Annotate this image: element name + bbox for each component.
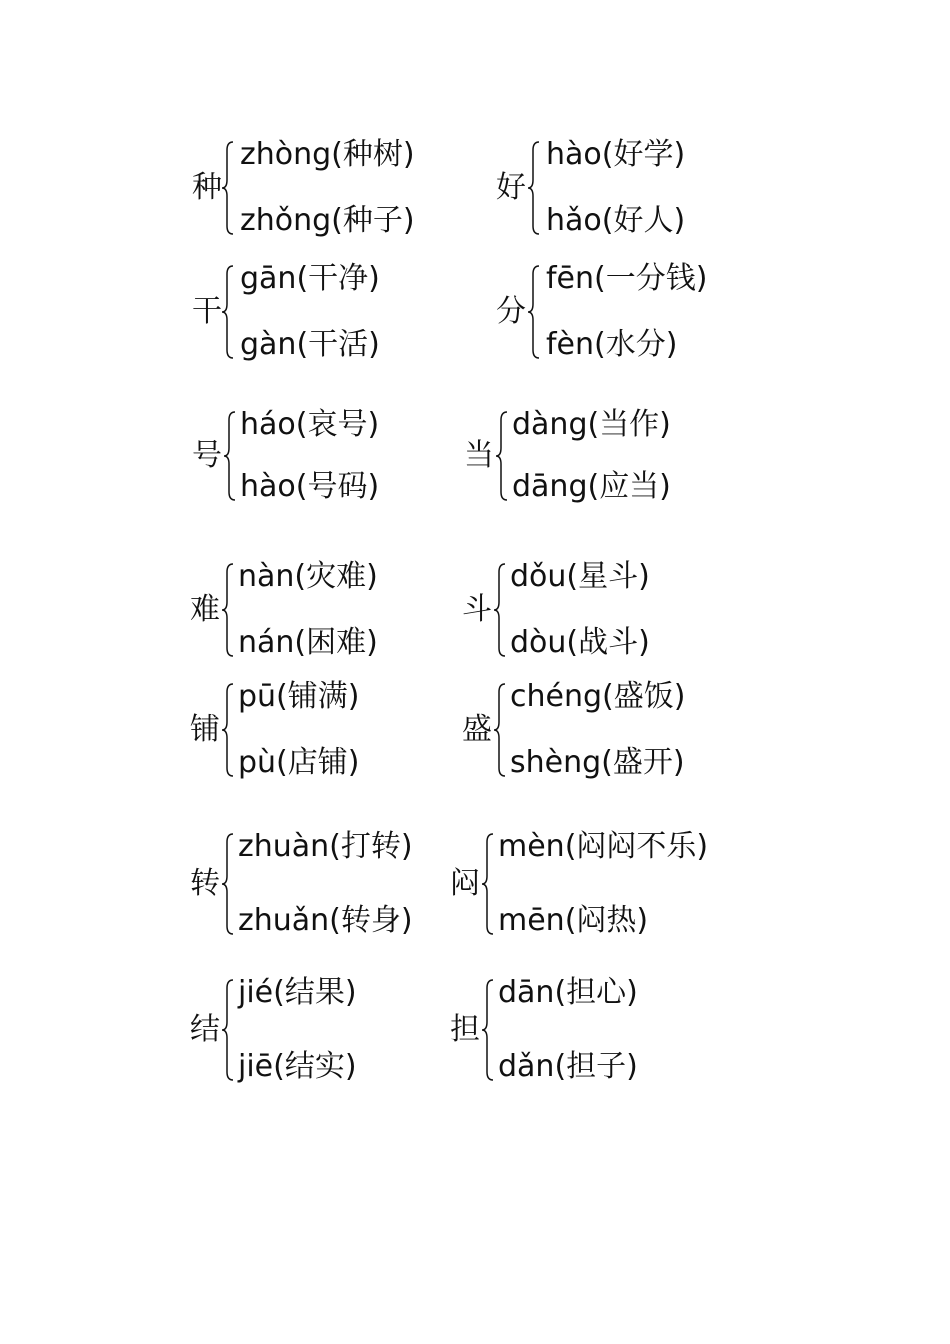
headword-char: 好 <box>496 170 526 205</box>
curly-brace-icon <box>494 682 506 778</box>
polyphone-entry <box>496 261 736 362</box>
polyphone-entry <box>190 829 430 938</box>
headword-char: 当 <box>464 438 494 473</box>
polyphone-entry <box>450 975 670 1084</box>
reading-line: chéng(盛饭) <box>510 679 686 714</box>
reading-line: dòu(战斗) <box>510 625 650 660</box>
headword-char: 种 <box>192 170 222 205</box>
polyphone-entry <box>190 559 410 660</box>
reading-line: zhǒng(种子) <box>240 203 415 238</box>
polyphone-entry <box>190 679 410 780</box>
headword-char: 分 <box>496 294 526 329</box>
reading-line: hào(好学) <box>546 137 686 172</box>
headword-char: 斗 <box>462 592 492 627</box>
headword-char: 担 <box>450 1012 480 1047</box>
headword-char: 难 <box>190 592 220 627</box>
curly-brace-icon <box>482 832 494 936</box>
polyphone-entry <box>192 407 412 504</box>
reading-line: nàn(灾难) <box>238 559 378 594</box>
curly-brace-icon <box>496 410 508 502</box>
polyphone-entry <box>464 407 704 504</box>
reading-line: jié(结果) <box>238 975 357 1010</box>
curly-brace-icon <box>222 682 234 778</box>
curly-brace-icon <box>222 562 234 658</box>
reading-line: zhuǎn(转身) <box>238 903 413 938</box>
reading-line: pù(店铺) <box>238 745 360 780</box>
headword-char: 闷 <box>450 866 480 901</box>
reading-line: shèng(盛开) <box>510 745 685 780</box>
reading-line: mèn(闷闷不乐) <box>498 829 709 864</box>
reading-line: nán(困难) <box>238 625 378 660</box>
curly-brace-icon <box>222 140 234 236</box>
reading-line: zhòng(种树) <box>240 137 415 172</box>
reading-line: pū(铺满) <box>238 679 360 714</box>
curly-brace-icon <box>222 832 234 936</box>
curly-brace-icon <box>222 978 234 1082</box>
reading-line: dān(担心) <box>498 975 638 1010</box>
polyphone-entry <box>192 137 432 238</box>
headword-char: 铺 <box>190 712 220 747</box>
curly-brace-icon <box>528 140 540 236</box>
reading-line: fèn(水分) <box>546 327 678 362</box>
polyphone-entry <box>496 137 716 238</box>
polyphone-entry <box>462 559 682 660</box>
headword-char: 号 <box>192 438 222 473</box>
headword-char: 结 <box>190 1012 220 1047</box>
reading-line: hǎo(好人) <box>546 203 686 238</box>
reading-line: gān(干净) <box>240 261 380 296</box>
reading-line: háo(哀号) <box>240 407 380 442</box>
polyphone-entry <box>190 975 410 1084</box>
reading-line: dǒu(星斗) <box>510 559 650 594</box>
reading-line: jiē(结实) <box>238 1049 357 1084</box>
headword-char: 干 <box>192 294 222 329</box>
curly-brace-icon <box>494 562 506 658</box>
reading-line: gàn(干活) <box>240 327 380 362</box>
headword-char: 转 <box>190 866 220 901</box>
curly-brace-icon <box>222 264 234 360</box>
polyphone-entry <box>192 261 412 362</box>
curly-brace-icon <box>528 264 540 360</box>
reading-line: dàng(当作) <box>512 407 671 442</box>
polyphone-entry <box>450 829 730 938</box>
curly-brace-icon <box>482 978 494 1082</box>
reading-line: hào(号码) <box>240 469 380 504</box>
reading-line: zhuàn(打转) <box>238 829 413 864</box>
headword-char: 盛 <box>462 712 492 747</box>
reading-line: fēn(一分钱) <box>546 261 708 296</box>
curly-brace-icon <box>224 410 236 502</box>
polyphone-entry <box>462 679 702 780</box>
reading-line: dǎn(担子) <box>498 1049 638 1084</box>
reading-line: mēn(闷热) <box>498 903 649 938</box>
reading-line: dāng(应当) <box>512 469 671 504</box>
